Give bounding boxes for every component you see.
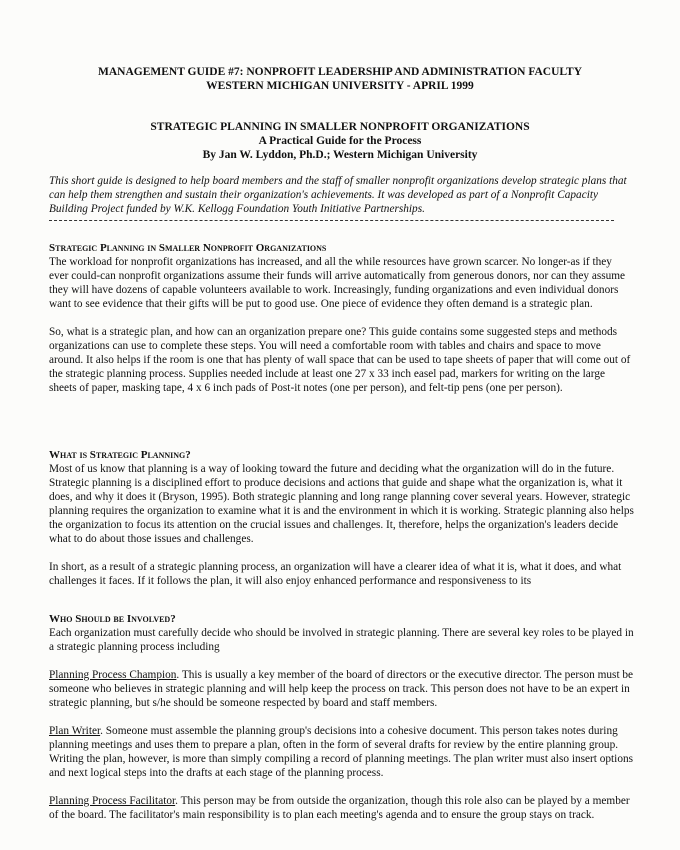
- role-text: . This is usually a key member of the board of directors or the executive director. The person must be someone who believes in strategic planning and will help keep the process on track. This person does not have to be an expert in strategic planning, but s/he should be someone respected by board and staff members.: [49, 669, 634, 709]
- role-paragraph: [49, 724, 634, 780]
- document-header: [0, 65, 680, 93]
- role-paragraph: [49, 794, 634, 822]
- section-heading: Strategic Planning in Smaller Nonprofit Organizations: [49, 242, 327, 254]
- paragraph: In short, as a result of a strategic planning process, an organization will have a clearer idea of what it is, what it does, and what challenges it faces. If it follows the plan, it will also enjoy enhanced performance and responsiveness to its: [49, 561, 622, 587]
- section-strategic-planning: [49, 241, 634, 395]
- document-subtitle: A Practical Guide for the Process: [258, 135, 422, 147]
- document-title: STRATEGIC PLANNING IN SMALLER NONPROFIT ORGANIZATIONS: [150, 121, 530, 133]
- intro-paragraph: This short guide is designed to help board members and the staff of smaller nonprofit organizations develop strategic plans that can help them strengthen and sustain their organization's achievements. It was developed as part of a Nonprofit Capacity Building Project funded by W.K. Kellogg Foundation Youth Initiative Partnerships.: [49, 175, 627, 215]
- header-line-2: WESTERN MICHIGAN UNIVERSITY - APRIL 1999: [206, 80, 474, 92]
- paragraph: Most of us know that planning is a way of looking toward the future and deciding what the organization will do in the future. Strategic planning is a disciplined effort to produce decisions and actions that guide and shape what the organization is, what it does, and why it does it (Bryson, 1995). Both strategic planning and long range planning cover several years. However, strategic planning requires the organization to examine what it is and the environment in which it is working. Strategic planning also helps the organization to focus its attention on the crucial issues and challenges. It, therefore, helps the organization's leaders decide what to do about those issues and challenges.: [49, 463, 634, 545]
- role-text: . Someone must assemble the planning group's decisions into a cohesive document. This person takes notes during planning meetings and uses them to prepare a plan, often in the form of several drafts for review by the entire planning group. Writing the plan, however, is more than simply compiling a record of planning meetings. The plan writer must also insert options and next logical steps into the drafts at each stage of the planning process.: [49, 725, 634, 779]
- role-text: . This person may be from outside the organization, though this role also can be played by a member of the board. The facilitator's main responsibility is to plan each meeting's agenda and to ensure the group stays on track.: [49, 795, 630, 821]
- section-what-is: [49, 448, 634, 588]
- title-block: [0, 120, 680, 162]
- section-who-involved: [49, 612, 634, 822]
- section-heading: What is Strategic Planning?: [49, 449, 191, 461]
- section-heading: Who Should be Involved?: [49, 613, 176, 625]
- role-paragraph: [49, 668, 634, 710]
- document-byline: By Jan W. Lyddon, Ph.D.; Western Michigan University: [202, 149, 478, 161]
- role-name: Planning Process Champion: [49, 669, 177, 681]
- paragraph: Each organization must carefully decide who should be involved in strategic planning. There are several key roles to be played in a strategic planning process including: [49, 627, 634, 653]
- paragraph: The workload for nonprofit organizations has increased, and all the while resources have grown scarcer. No longer-as if they ever could-can nonprofit organizations assume their funds will arrive automatically from generous donors, nor can they assume they will have dozens of capable volunteers available to work. Increasingly, funding organizations and even individual donors want to see evidence that their gifts will be put to good use. One piece of evidence they often demand is a strategic plan.: [49, 256, 626, 310]
- dashed-divider: [49, 220, 614, 221]
- role-name: Plan Writer: [49, 725, 101, 737]
- header-line-1: MANAGEMENT GUIDE #7: NONPROFIT LEADERSHIP AND ADMINISTRATION FACULTY: [97, 66, 583, 78]
- paragraph: So, what is a strategic plan, and how can an organization prepare one? This guide contains some suggested steps and methods organizations can use to complete these steps. You will need a comfortable room with tables and chairs and space to move around. It also helps if the room is one that has plenty of wall space that can be used to tape sheets of paper that will come out of the strategic planning process. Supplies needed include at least one 27 x 33 inch easel pad, markers for writing on the large sheets of paper, masking tape, 4 x 6 inch pads of Post-it notes (one per person), and felt-tip pens (one per person).: [49, 326, 631, 394]
- role-name: Planning Process Facilitator: [49, 795, 176, 807]
